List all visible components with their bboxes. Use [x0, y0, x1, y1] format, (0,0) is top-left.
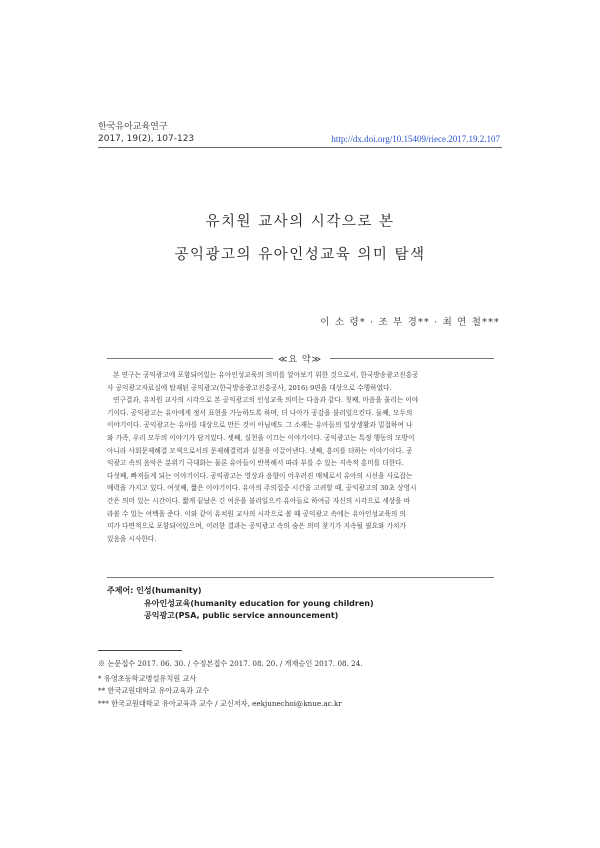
- abstract-line: 기이다. 공익광고는 유아에게 정서 표현을 가능하도록 하며, 더 나아가 공감을 불러일으킨다. 둘째, 모두의: [107, 408, 413, 417]
- abstract-line: 사 공익광고자료실에 탑재된 공익광고(한국방송광고진흥공사, 2016) 9편을 대상으로 수행하였다.: [107, 383, 392, 392]
- keywords-block: [107, 585, 374, 623]
- abstract-heading: ≪요 약≫: [277, 355, 323, 365]
- abstract-line: 와 가족, 우리 모두의 이야기가 담겨있다. 셋째, 실천을 이끄는 이야기이다. 공익광고는 특정 행동의 모방이: [107, 433, 415, 442]
- abstract-line: 매력을 가지고 있다. 여섯째, 짧은 이야기이다. 유아의 주의집중 시간을 고려할 때, 공익광고의 30초 상영시: [107, 484, 417, 493]
- journal-citation: 2017, 19(2), 107-123: [98, 134, 195, 144]
- abstract-line: 연구결과, 유치원 교사의 시각으로 본 공익광고의 인성교육 의미는 다음과 같다. 첫째, 마음을 울리는 이야: [113, 396, 419, 405]
- author-list: 이 소 령* · 조 부 경** · 최 연 철***: [320, 317, 500, 328]
- journal-info: [98, 121, 194, 145]
- footnote-submission-dates: ※ 논문접수 2017. 06. 30. / 수정본접수 2017. 08. 20. / 게재승인 2017. 08. 24.: [98, 659, 363, 668]
- abstract-divider-left: [107, 358, 273, 359]
- footnote-divider: [98, 650, 182, 651]
- footnote-author-2: ** 한국교원대학교 유아교육과 교수: [98, 686, 210, 696]
- abstract-body: [107, 369, 494, 545]
- abstract-line: 다섯째, 빠져들게 되는 이야기이다. 공익광고는 영상과 음향이 어우러진 매체로서 유아의 시선을 사로잡는: [107, 471, 413, 480]
- journal-name: 한국유아교육연구: [98, 122, 168, 132]
- abstract-line: 미가 다면적으로 포함되어있으며, 이러한 결과는 공익광고 속의 숨은 의미 찾기가 지속될 필요와 가치가: [107, 522, 406, 531]
- title-line-2: 공익광고의 유아인성교육 의미 탐색: [174, 247, 426, 263]
- abstract-line: 이야기이다. 공익광고는 유아를 대상으로 만든 것이 아님에도 그 소재는 유아들의 일상생활과 밀접하여 나: [107, 421, 413, 430]
- abstract-line: 있음을 시사한다.: [107, 534, 157, 543]
- footnotes: [98, 658, 363, 710]
- keyword-item: 공익광고(PSA, public service announcement): [144, 611, 339, 621]
- keywords-label: 주제어: 인성(humanity): [107, 586, 202, 595]
- abstract-line: 간은 의미 있는 시간이다. 짧게 끝났은 긴 여운을 불러일으키 유아들로 하여금 자신의 시각으로 세상을 바: [107, 496, 411, 505]
- abstract-divider-right: [330, 358, 494, 359]
- footnote-author-3: *** 한국교원대학교 유아교육과 교수 / 교신저자, eekjunechoi@knue.ac.kr: [98, 698, 342, 708]
- keyword-item: 유아인성교육(humanity education for young children): [144, 598, 374, 608]
- abstract-line: 익광고 속의 음악은 분위기 극대화는 물론 유아들이 반복해서 따라 부를 수 있는 지속적 흥미를 더한다.: [107, 459, 404, 468]
- abstract-line: 아니라 사회문제해결 모색으로서의 문제해결력과 실천을 이끌어낸다. 넷째, 흥미를 더하는 이야기이다. 공: [107, 446, 413, 455]
- title-line-1: 유치원 교사의 시각으로 본: [205, 214, 395, 230]
- header-divider: [98, 147, 502, 148]
- doi-link[interactable]: http://dx.doi.org/10.15409/riece.2017.19.2.107: [331, 134, 500, 144]
- footnote-author-1: * 유영초등학교병설유치원 교사: [98, 674, 197, 684]
- abstract-line: 본 연구는 공익광고에 포함되어있는 유아인성교육의 의미를 알아보기 위한 것으로서, 한국방송광고진흥공: [113, 371, 419, 379]
- abstract-end-divider: [107, 577, 494, 578]
- abstract-line: 라볼 수 있는 여백을 준다. 이와 같이 유치원 교사의 시각으로 볼 때 공익광고 속에는 유아인성교육의 의: [107, 509, 406, 518]
